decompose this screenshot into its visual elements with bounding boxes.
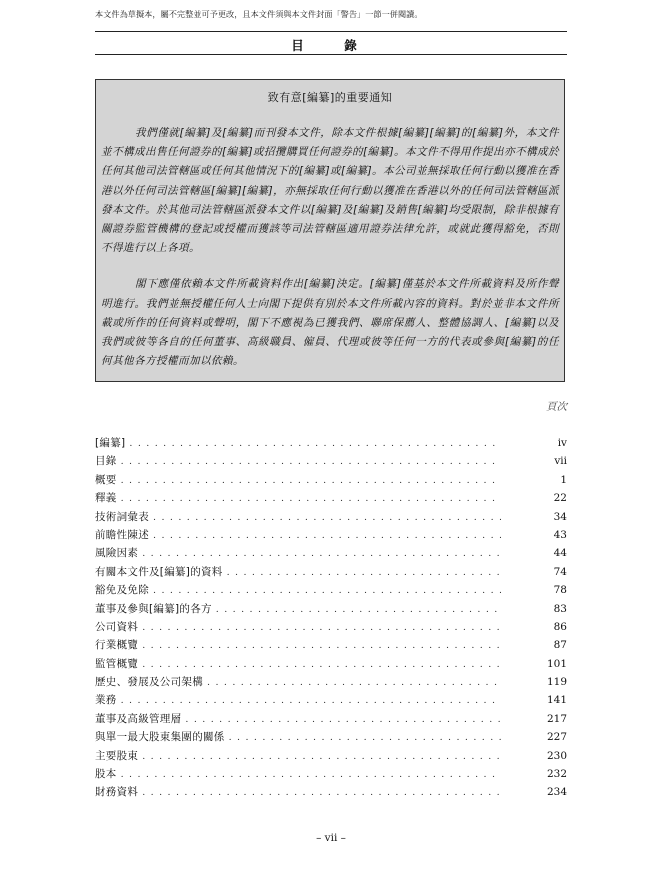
toc-leader-dots — [121, 769, 501, 780]
notice-title: 致有意[編纂]的重要通知 — [267, 91, 393, 104]
notice-paragraph: 閣下應僅依賴本文件所載資料作出[編纂]決定。[編纂]僅基於本文件所載資料及所作聲明進行。我們並無授權任何人士向閣下提供有別於本文件所載內容的資料。對於並非本文件所載或所作的任何資料或聲明，閣下不應視為已獲我們、聯席保薦人、整體協調人、[編纂]以及我們或彼等各自的任何董事、高級職員、僱員、代理或彼等任何一方的代表或參與[編纂]的任何其他各方授權而加以依賴。 — [101, 278, 559, 368]
toc-entry[interactable] — [95, 545, 567, 563]
toc-leader-dots — [229, 732, 501, 743]
toc-entry-page: 227 — [546, 731, 567, 744]
toc-leader-dots — [142, 659, 501, 670]
toc-entry-label: 董事及高級管理層 — [95, 712, 182, 725]
toc-entry-label: 前瞻性陳述 — [95, 528, 149, 541]
toc-leader-dots — [216, 604, 501, 615]
toc-leader-dots — [227, 567, 501, 578]
toc-entry-label: 業務 — [95, 694, 117, 707]
title-rule-top — [95, 31, 567, 32]
title-rule-bottom — [95, 54, 567, 55]
toc-leader-dots — [142, 640, 501, 651]
toc-entry-label: [編纂] — [95, 437, 126, 449]
toc-entry-page: 78 — [553, 584, 567, 597]
page-column-label: 頁次 — [546, 401, 567, 413]
page-number: – vii – — [316, 832, 346, 844]
toc-entry-label: 行業概覽 — [95, 639, 139, 652]
toc-entry-label: 目錄 — [95, 455, 117, 468]
toc-entry-label: 主要股東 — [95, 749, 139, 762]
toc-leader-dots — [121, 695, 501, 706]
toc-entry-label: 監管概覽 — [95, 657, 139, 670]
toc-entry[interactable] — [95, 656, 567, 674]
toc-entry-label: 股本 — [95, 768, 117, 781]
toc-entry[interactable] — [95, 637, 567, 655]
toc-entry[interactable] — [95, 453, 567, 471]
toc-entry-page: 44 — [553, 547, 567, 560]
toc-entry-label: 與單一最大股東集團的關係 — [95, 731, 225, 744]
toc-entry-label: 技術詞彙表 — [95, 510, 149, 523]
toc-leader-dots — [121, 456, 501, 467]
toc-entry-label: 財務資料 — [95, 786, 139, 799]
draft-warning-note: 本文件為草擬本，屬不完整並可予更改，且本文件須與本文件封面「警告」一節一併閱讀。 — [95, 9, 423, 19]
toc-entry-page: 22 — [553, 492, 567, 505]
toc-entry-page: 141 — [546, 694, 567, 707]
toc-entry[interactable] — [95, 784, 567, 802]
toc-leader-dots — [142, 751, 501, 762]
toc-entry-page: 230 — [546, 749, 567, 762]
toc-entry-page: 1 — [560, 473, 567, 486]
toc-entry-page: 232 — [546, 768, 567, 781]
toc-entry-page: 234 — [546, 786, 567, 799]
toc-entry-page: 119 — [546, 676, 567, 689]
toc-leader-dots — [153, 585, 501, 596]
toc-entry[interactable] — [95, 748, 567, 766]
toc-entry-label: 歷史、發展及公司架構 — [95, 676, 203, 689]
toc-entry-page: iv — [557, 437, 567, 449]
toc-leader-dots — [153, 512, 501, 523]
notice-paragraph: 我們僅就[編纂]及[編纂]而刊發本文件，除本文件根據[編纂][編纂]的[編纂]外，本文件並不構成出售任何證券的[編纂]或招攬購買任何證券的[編纂]。本文件不得用作提出亦不構成於任何其他司法管轄區或任何其他情況下的[編纂]或[編纂]。本公司並無採取任何行動以獲准在香港以外任何司法管轄區[編纂][編纂]，亦無採取任何行動以獲准在香港以外的任何司法管轄區派發本文件。於其他司法管轄區派發本文件以[編纂]及[編纂]及銷售[編纂]均受限制，除非根據有關證券監管機構的登記或授權而獲該等司法管轄區適用證券法律允許，或就此獲得豁免，否則不得進行以上各項。 — [101, 127, 559, 255]
important-notice-box — [95, 79, 565, 382]
toc-leader-dots — [153, 530, 501, 541]
toc-entry-page: 87 — [553, 639, 567, 652]
toc-entry-label: 概要 — [95, 473, 117, 486]
toc-leader-dots — [207, 677, 501, 688]
toc-entry-page: 86 — [553, 620, 567, 633]
toc-entry[interactable] — [95, 472, 567, 490]
toc-entry[interactable] — [95, 674, 567, 692]
toc-entry[interactable] — [95, 766, 567, 784]
toc-entry-label: 公司資料 — [95, 620, 139, 633]
toc-leader-dots — [185, 714, 501, 725]
toc-entry-label: 風險因素 — [95, 547, 139, 560]
toc-entry-page: 43 — [553, 528, 567, 541]
toc-entry-label: 豁免及免除 — [95, 584, 149, 597]
toc-entry[interactable] — [95, 435, 567, 453]
toc-entry-label: 釋義 — [95, 492, 117, 505]
page-title: 目 錄 — [291, 38, 371, 53]
toc-entry[interactable] — [95, 490, 567, 508]
toc-leader-dots — [142, 548, 501, 559]
toc-entry[interactable] — [95, 729, 567, 747]
toc-entry[interactable] — [95, 619, 567, 637]
toc-entry-page: 83 — [553, 602, 567, 615]
toc-entry-page: 217 — [546, 712, 567, 725]
toc-entry-page: 101 — [546, 657, 567, 670]
toc-entry[interactable] — [95, 564, 567, 582]
toc-leader-dots — [121, 475, 501, 486]
toc-entry[interactable] — [95, 582, 567, 600]
table-of-contents — [95, 435, 567, 803]
toc-entry-page: 74 — [553, 565, 567, 578]
toc-entry-page: 34 — [553, 510, 567, 523]
toc-entry[interactable] — [95, 509, 567, 527]
toc-entry-page: vii — [554, 455, 567, 468]
toc-entry[interactable] — [95, 527, 567, 545]
toc-leader-dots — [142, 787, 501, 798]
toc-entry[interactable] — [95, 711, 567, 729]
toc-entry-label: 有關本文件及[編纂]的資料 — [95, 565, 223, 578]
toc-entry[interactable] — [95, 692, 567, 710]
toc-entry-label: 董事及參與[編纂]的各方 — [95, 602, 212, 615]
toc-leader-dots — [129, 438, 501, 449]
toc-entry[interactable] — [95, 601, 567, 619]
toc-leader-dots — [142, 622, 501, 633]
toc-leader-dots — [121, 493, 501, 504]
